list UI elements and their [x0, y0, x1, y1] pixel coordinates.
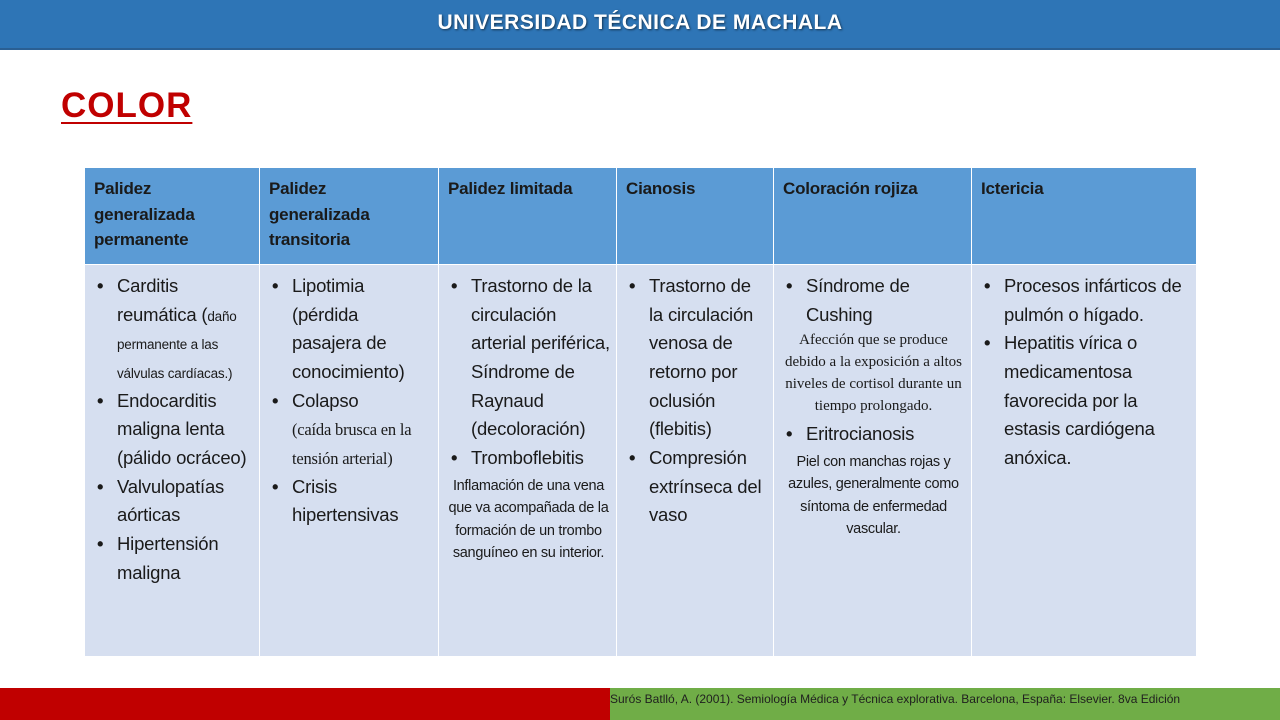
color-table: [84, 167, 1197, 657]
list-item: • Endocarditis maligna lenta (pálido ocráceo): [93, 387, 253, 473]
cell-ictericia: [972, 265, 1197, 657]
citation: Surós Batlló, A. (2001). Semiología Médica y Técnica explorativa. Barcelona, España: Elsevier. 8va Edición: [610, 692, 1181, 706]
list-item: • Síndrome de Cushing: [782, 272, 965, 329]
list-item: • Trastorno de la circulación venosa de retorno por oclusión (flebitis): [625, 272, 767, 444]
list-item: • Procesos infárticos de pulmón o hígado.: [980, 272, 1190, 329]
item-note: daño permanente a las válvulas cardíacas.: [117, 308, 237, 382]
list-palidez-permanente: [93, 272, 253, 587]
list-palidez-transitoria: [268, 272, 432, 530]
list-coloracion-rojiza: [782, 272, 965, 329]
list-coloracion-rojiza-2: [782, 420, 965, 449]
list-item: • Hepatitis vírica o medicamentosa favorecida por la estasis cardiógena anóxica.: [980, 329, 1190, 472]
list-item: • Tromboflebitis: [447, 444, 610, 473]
list-item: • Hipertensión maligna: [93, 530, 253, 587]
list-palidez-limitada: [447, 272, 610, 473]
cell-coloracion-rojiza: [774, 265, 972, 657]
header-bar: [0, 0, 1280, 50]
list-item: [268, 387, 432, 473]
cell-palidez-permanente: [85, 265, 260, 657]
list-cianosis: [625, 272, 767, 530]
item-note: (caída brusca en la tensión arterial): [292, 420, 412, 469]
table-row: [85, 265, 1197, 657]
note-close-paren: ): [228, 366, 233, 382]
list-item: • Crisis hipertensivas: [268, 473, 432, 530]
note-open-paren: (: [201, 303, 208, 325]
footer-red-band: [0, 688, 610, 720]
item-text: Trastorno de la circulación arterial periférica,: [471, 275, 610, 354]
table-header-row: [85, 168, 1197, 265]
slide-title: COLOR: [61, 86, 193, 125]
cell-palidez-limitada: [439, 265, 617, 657]
list-item: [447, 272, 610, 444]
list-item: [93, 272, 253, 387]
cell-cianosis: [617, 265, 774, 657]
list-item: • Compresión extrínseca del vaso: [625, 444, 767, 530]
header-palidez-limitada: Palidez limitada: [439, 168, 617, 265]
cell-palidez-transitoria: [260, 265, 439, 657]
header-ictericia: Ictericia: [972, 168, 1197, 265]
list-item: • Valvulopatías aórticas: [93, 473, 253, 530]
header-palidez-transitoria: Palidez generalizada transitoria: [260, 168, 439, 265]
list-ictericia: [980, 272, 1190, 473]
item-note: Inflamación de una vena que va acompañada de la formación de un trombo sanguíneo en su interior.: [448, 477, 609, 562]
item-text: Colapso: [292, 389, 359, 411]
item-text: Síndrome de Raynaud (decoloración): [471, 361, 586, 440]
item-text: Carditis reumática: [117, 275, 197, 325]
item-note: Piel con manchas rojas y azules, generalmente como síntoma de enfermedad vascular.: [788, 454, 959, 538]
list-item: • Eritrocianosis: [782, 420, 965, 449]
header-cianosis: Cianosis: [617, 168, 774, 265]
list-item: • Lipotimia (pérdida pasajera de conocimiento): [268, 272, 432, 387]
header-palidez-permanente: Palidez generalizada permanente: [85, 168, 260, 265]
header-coloracion-rojiza: Coloración rojiza: [774, 168, 972, 265]
item-note: Afección que se produce debido a la exposición a altos niveles de cortisol durante un tiempo prolongado.: [784, 332, 963, 414]
footer-bar: [0, 688, 1280, 720]
university-title: UNIVERSIDAD TÉCNICA DE MACHALA: [437, 11, 843, 34]
